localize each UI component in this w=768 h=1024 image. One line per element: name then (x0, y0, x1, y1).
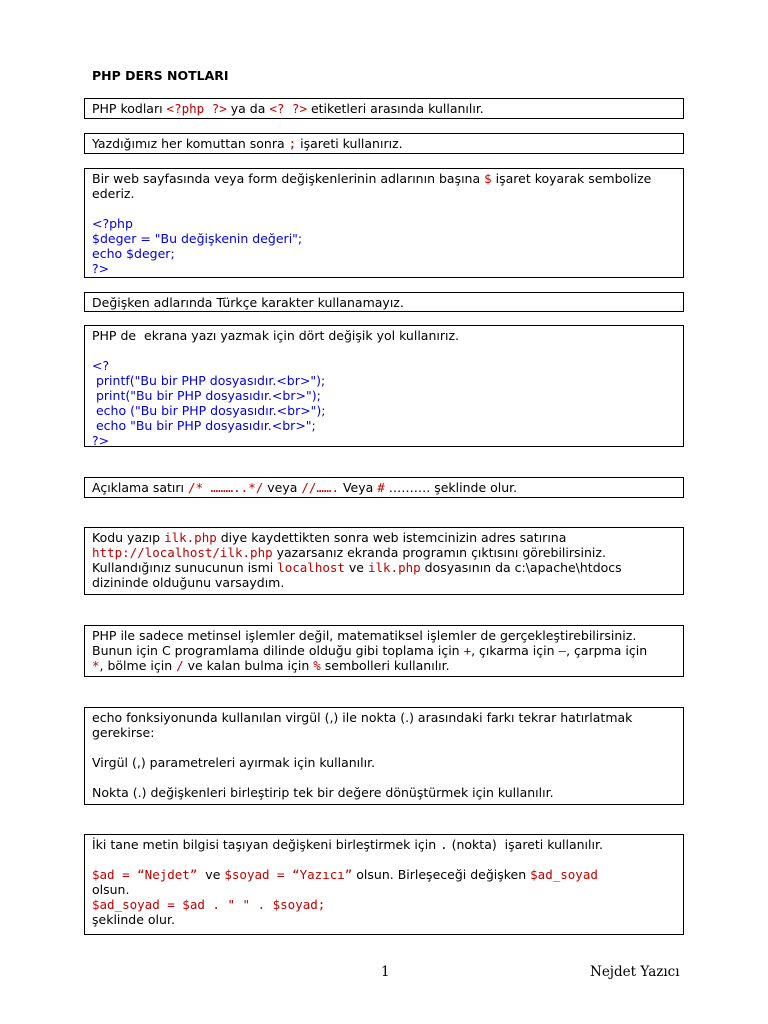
note-output-methods (84, 325, 684, 447)
note-text: olsun. Birleşeceği değişken (352, 867, 531, 882)
code-line: print("Bu bir PHP dosyasıdır.<br>"); (92, 388, 321, 403)
code-snippet: – (558, 643, 567, 658)
code-snippet: / (176, 658, 184, 673)
note-text: echo fonksiyonunda kullanılan virgül (,) ile nokta (.) arasındaki farkı tekrar hatırlatmak gerekirse: (92, 710, 633, 740)
code-line: <?php (92, 216, 133, 231)
note-semicolon (84, 133, 684, 154)
code-line: echo $deger; (92, 246, 175, 261)
note-text: PHP kodları (92, 101, 167, 116)
code-snippet: + (463, 643, 472, 658)
code-line: <? (92, 358, 110, 373)
code-snippet: % (313, 658, 321, 673)
note-text: yazarsanız ekranda programın çıktısını görebilirsiniz. (272, 545, 606, 560)
code-line: $deger = "Bu değişkenin değeri"; (92, 231, 303, 246)
note-string-concat (84, 834, 684, 935)
code-snippet: $ad = “Nejdet” (92, 867, 198, 882)
note-text: , çıkarma için (471, 643, 559, 658)
note-turkish-chars (84, 292, 684, 312)
note-text: Açıklama satırı (92, 480, 188, 495)
note-text: diye kaydettikten sonra web istemcinizin adres satırına (216, 530, 567, 545)
code-line: ?> (92, 261, 110, 276)
code-snippet: ilk.php (367, 560, 421, 575)
code-snippet: <? ?> (269, 101, 307, 116)
code-line: ?> (92, 433, 110, 448)
note-text: Bunun için C programlama dilinde olduğu gibi toplama için (92, 643, 464, 658)
note-text: ya da (226, 101, 270, 116)
note-text: PHP de ekrana yazı yazmak için dört değişik yol kullanırız. (92, 328, 459, 343)
note-text: sembolleri kullanılır. (320, 658, 450, 673)
note-text: Kodu yazıp (92, 530, 165, 545)
code-snippet: ; (288, 136, 297, 151)
note-text: şeklinde olur. (92, 912, 175, 927)
note-text: İki tane metin bilgisi taşıyan değişkeni birleştirmek için (92, 837, 441, 852)
note-text: Bir web sayfasında veya form değişkenlerinin adlarının başına (92, 171, 485, 186)
note-variables (84, 168, 684, 278)
note-text: Değişken adlarında Türkçe karakter kullanamayız. (92, 295, 404, 310)
note-text: ve (344, 560, 368, 575)
code-snippet: $ad_soyad (530, 867, 598, 882)
code-line: echo "Bu bir PHP dosyasıdır.<br>"; (92, 418, 316, 433)
note-text: ………. şeklinde olur. (384, 480, 518, 495)
note-text: dosyasının da c:\apache\htdocs (420, 560, 622, 575)
note-text: Virgül (,) parametreleri ayırmak için kullanılır. (92, 755, 376, 770)
code-snippet: $soyad = “Yazıcı” (224, 867, 353, 882)
note-text: Veya (339, 480, 378, 495)
note-text: ve (197, 867, 225, 882)
code-line: $ad_soyad = $ad . " " . $soyad; (92, 897, 326, 912)
code-snippet: ilk.php (164, 530, 217, 545)
author-name: Nejdet Yazıcı (590, 964, 680, 980)
page-number: 1 (381, 964, 390, 980)
note-text: , bölme için (99, 658, 177, 673)
code-snippet: * (92, 658, 100, 673)
note-text: Nokta (.) değişkenleri birleştirip tek bir değere dönüştürmek için kullanılır. (92, 785, 554, 800)
code-snippet: /* ………..*/ (188, 480, 264, 495)
note-text: etiketleri arasında kullanılır. (306, 101, 484, 116)
code-snippet: # (377, 480, 385, 495)
note-text: (nokta) işareti kullanılır. (447, 837, 603, 852)
code-line: echo ("Bu bir PHP dosyasıdır.<br>"); (92, 403, 326, 418)
note-text: Yazdığımız her komuttan sonra (92, 136, 289, 151)
note-text: ve kalan bulma için (183, 658, 314, 673)
code-snippet: . (440, 837, 448, 852)
code-snippet: localhost (277, 560, 345, 575)
note-text: , çarpma için (566, 643, 648, 658)
note-text: olsun. (92, 882, 130, 897)
note-text: işaret koyarak sembolize ederiz. (92, 171, 652, 201)
code-line: printf("Bu bir PHP dosyasıdır.<br>"); (92, 373, 326, 388)
page-title: PHP DERS NOTLARI (92, 68, 229, 83)
code-snippet: $ (484, 171, 492, 186)
note-php-tags (84, 98, 684, 119)
note-text: PHP ile sadece metinsel işlemler değil, matematiksel işlemler de gerçekleştirebilirsiniz. (92, 628, 637, 643)
code-snippet: http://localhost/ilk.php (92, 545, 273, 560)
code-snippet: <?php ?> (166, 101, 227, 116)
note-text: işareti kullanırız. (296, 136, 403, 151)
note-comments (84, 477, 684, 498)
note-localhost (84, 527, 684, 595)
note-echo-comma-dot (84, 707, 684, 805)
note-text: dizininde olduğunu varsaydım. (92, 575, 285, 590)
code-snippet: //……. (301, 480, 339, 495)
note-math-operators (84, 625, 684, 677)
note-text: veya (263, 480, 302, 495)
note-text: Kullandığınız sunucunun ismi (92, 560, 278, 575)
